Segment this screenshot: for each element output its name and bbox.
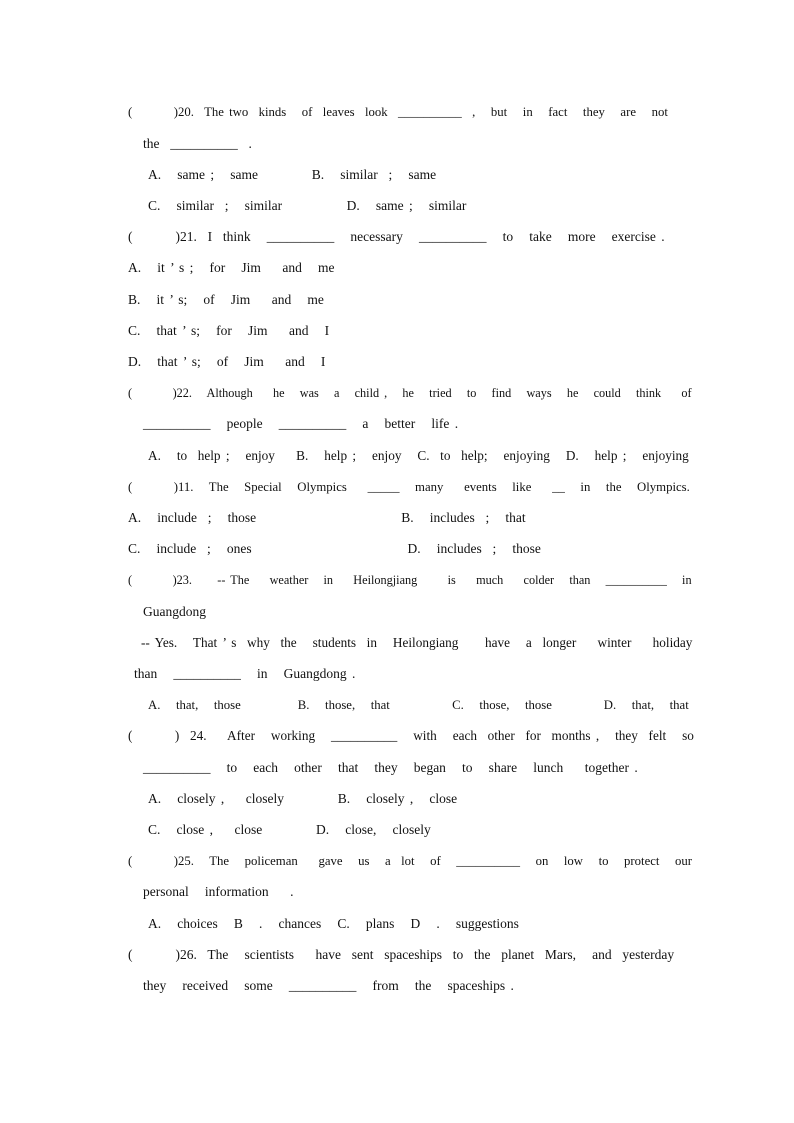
question-22-options: A. to help ; enjoy B. help ; enjoy C. to help; enjoying D. help ; enjoying bbox=[148, 448, 689, 463]
question-22-line-1: ( )22. Although he was a child , he tried to find ways he could think of bbox=[128, 386, 692, 400]
question-24-options-cd: C. close , close D. close, closely bbox=[148, 822, 431, 837]
question-25-line-2: personal information . bbox=[143, 884, 294, 899]
question-20-options-cd: C. similar ; similar D. same ; similar bbox=[148, 198, 467, 213]
question-24-line-1: ( ) 24. After working __________ with each other for months , they felt so bbox=[128, 728, 694, 743]
question-20-line-1: ( )20. The two kinds of leaves look __________ , but in fact they are not bbox=[128, 105, 668, 119]
question-26-line-1: ( )26. The scientists have sent spaceships to the planet Mars, and yesterday bbox=[128, 947, 675, 962]
question-11-line-1: ( )11. The Special Olympics _____ many events like __ in the Olympics. bbox=[128, 480, 690, 494]
question-11-options-cd: C. include ; ones D. includes ; those bbox=[128, 541, 541, 556]
question-24-line-2: __________ to each other that they began to share lunch together . bbox=[143, 760, 638, 775]
question-23-line-3: -- Yes. That ’ s why the students in Heilongiang have a longer winter holiday bbox=[141, 635, 693, 650]
question-20-options-ab: A. same ; same B. similar ; same bbox=[148, 167, 437, 182]
question-21-line-1: ( )21. I think __________ necessary __________ to take more exercise . bbox=[128, 229, 665, 244]
question-20-line-2: the __________ . bbox=[143, 136, 252, 151]
question-23-line-1: ( )23. -- The weather in Heilongjiang is much colder than __________ in bbox=[128, 573, 692, 587]
question-23-line-2: Guangdong bbox=[143, 604, 206, 619]
question-23-options: A. that, those B. those, that C. those, those D. that, that bbox=[148, 698, 689, 712]
question-11-options-ab: A. include ; those B. includes ; that bbox=[128, 510, 526, 525]
question-24-options-ab: A. closely , closely B. closely , close bbox=[148, 791, 458, 806]
question-22-line-2: __________ people __________ a better life . bbox=[143, 416, 459, 431]
question-21-option-c: C. that ’ s; for Jim and I bbox=[128, 323, 330, 338]
question-25-options: A. choices B . chances C. plans D . suggestions bbox=[148, 916, 519, 931]
question-26-line-2: they received some __________ from the spaceships . bbox=[143, 978, 514, 993]
question-21-option-a: A. it ’ s ; for Jim and me bbox=[128, 260, 335, 275]
question-25-line-1: ( )25. The policeman gave us a lot of __________ on low to protect our bbox=[128, 854, 693, 868]
question-23-line-4: than __________ in Guangdong . bbox=[134, 666, 356, 681]
question-21-option-d: D. that ’ s; of Jim and I bbox=[128, 354, 326, 369]
question-21-option-b: B. it ’ s; of Jim and me bbox=[128, 292, 324, 307]
